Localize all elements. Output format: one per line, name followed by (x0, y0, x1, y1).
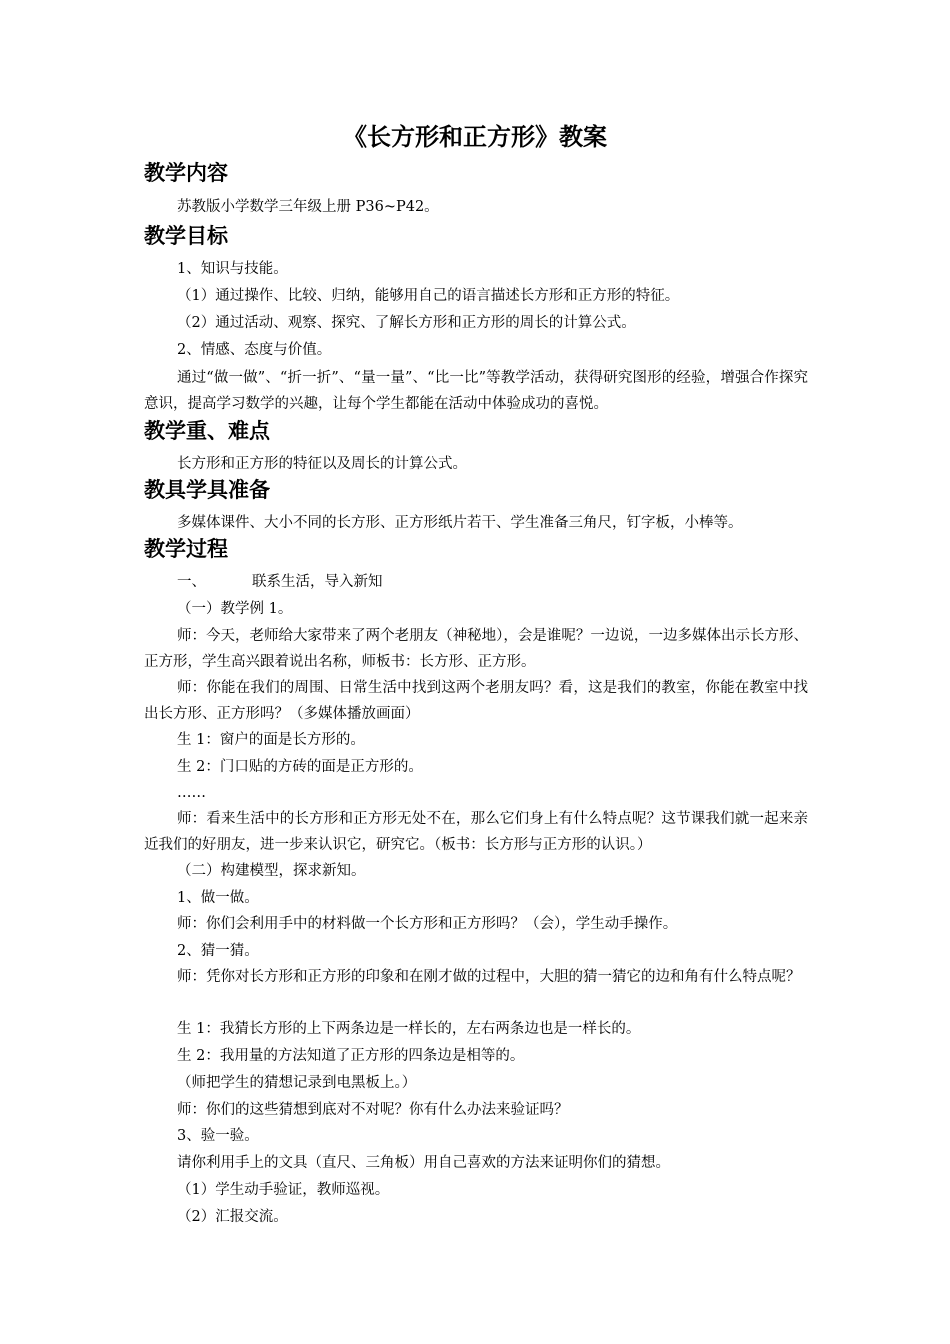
heading-process: 教学过程 (144, 537, 228, 561)
paragraph: 长方形和正方形的特征以及周长的计算公式。 (177, 456, 467, 472)
paragraph: 1、知识与技能。 (177, 261, 288, 277)
paragraph: 生 1：窗户的面是长方形的。 (177, 732, 365, 748)
heading-tools: 教具学具准备 (144, 478, 270, 502)
paragraph: 生 1：我猜长方形的上下两条边是一样长的，左右两条边也是一样长的。 (177, 1021, 641, 1037)
document-title: 《长方形和正方形》教案 (343, 122, 607, 151)
paragraph: 1、做一做。 (177, 890, 259, 906)
paragraph: 生 2：门口贴的方砖的面是正方形的。 (177, 759, 423, 775)
paragraph: 多媒体课件、大小不同的长方形、正方形纸片若干、学生准备三角尺，钉字板，小棒等。 (177, 515, 743, 531)
paragraph: （1）学生动手验证，教师巡视。 (177, 1182, 390, 1198)
paragraph: 苏教版小学数学三年级上册 P36~P42。 (177, 199, 439, 215)
paragraph: 2、情感、态度与价值。 (177, 342, 332, 358)
paragraph: 师：你能在我们的周围、日常生活中找到这两个老朋友吗？看，这是我们的教室，你能在教室中找出长方形、正方形吗？（多媒体播放画面） (144, 680, 808, 722)
paragraph: 请你利用手上的文具（直尺、三角板）用自己喜欢的方法来证明你们的猜想。 (177, 1155, 670, 1171)
paragraph: 3、验一验。 (177, 1128, 259, 1144)
paragraph: （2）汇报交流。 (177, 1209, 288, 1225)
paragraph-part-one (144, 569, 808, 595)
paragraph: （2）通过活动、观察、探究、了解长方形和正方形的周长的计算公式。 (177, 315, 636, 331)
paragraph: （1）通过操作、比较、归纳，能够用自己的语言描述长方形和正方形的特征。 (177, 288, 680, 304)
paragraph: 生 2：我用量的方法知道了正方形的四条边是相等的。 (177, 1048, 525, 1064)
heading-content: 教学内容 (144, 161, 228, 185)
paragraph: 师：凭你对长方形和正方形的印象和在刚才做的过程中，大胆的猜一猜它的边和角有什么特点呢？ (177, 969, 801, 985)
list-text: 联系生活，导入新知 (252, 574, 383, 590)
paragraph: （师把学生的猜想记录到电黑板上。） (177, 1075, 417, 1091)
heading-goals: 教学目标 (144, 224, 228, 248)
paragraph: 师：看来生活中的长方形和正方形无处不在，那么它们身上有什么特点呢？这节课我们就一起来亲近我们的好朋友，进一步来认识它，研究它。（板书：长方形与正方形的认识。） (144, 811, 808, 853)
paragraph: （二）构建模型，探求新知。 (177, 863, 366, 879)
paragraph: 通过“做一做”、“折一折”、“量一量”、“比一比”等教学活动，获得研究图形的经验，增强合作探究意识，提高学习数学的兴趣，让每个学生都能在活动中体验成功的喜悦。 (144, 370, 808, 412)
paragraph: 师：今天，老师给大家带来了两个老朋友（神秘地），会是谁呢？一边说，一边多媒体出示长方形、正方形，学生高兴跟着说出名称，师板书：长方形、正方形。 (144, 628, 808, 670)
paragraph: 师：你们会利用手中的材料做一个长方形和正方形吗？（会），学生动手操作。 (177, 916, 678, 932)
paragraph: （一）教学例 1。 (177, 601, 293, 617)
list-number: 一、 (177, 574, 206, 590)
paragraph: 2、猜一猜。 (177, 943, 259, 959)
paragraph: 师：你们的这些猜想到底对不对呢？你有什么办法来验证吗？ (177, 1102, 569, 1118)
paragraph: …… (177, 785, 206, 801)
heading-key-points: 教学重、难点 (144, 419, 270, 443)
